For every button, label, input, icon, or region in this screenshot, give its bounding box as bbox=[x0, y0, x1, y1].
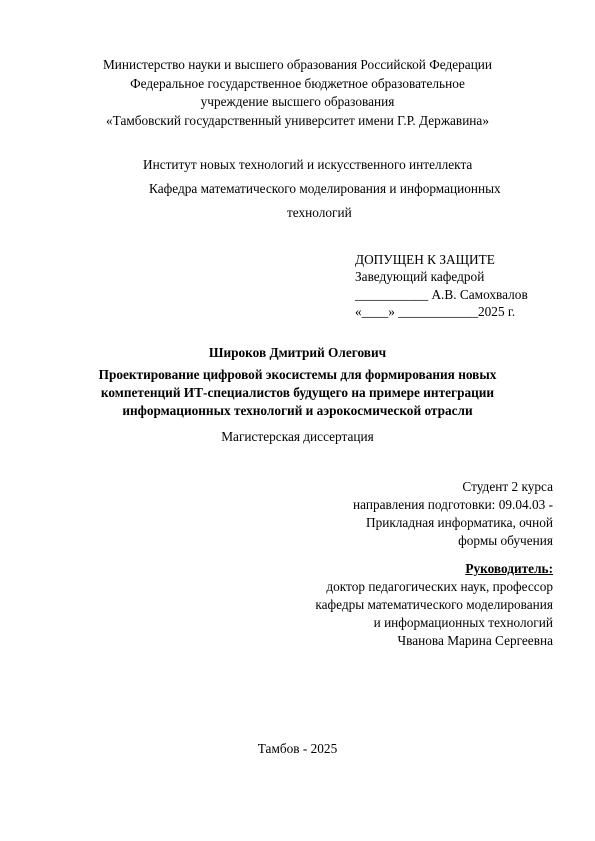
work-type: Магистерская диссертация bbox=[221, 429, 374, 444]
thesis-title-line: компетенций ИТ-специалистов будущего на примере интеграции bbox=[100, 385, 495, 400]
author-name: Широков Дмитрий Олегович bbox=[208, 345, 387, 360]
city-year: Тамбов - 2025 bbox=[257, 741, 338, 756]
student-info bbox=[353, 478, 553, 550]
thesis-title bbox=[0, 366, 595, 420]
student-line: направления подготовки: 09.04.03 - bbox=[352, 497, 553, 512]
supervisor-info bbox=[315, 560, 553, 650]
student-line: Студент 2 курса bbox=[462, 479, 553, 494]
admission-title: ДОПУЩЕН К ЗАЩИТЕ bbox=[355, 252, 495, 267]
header-line: Федеральное государственное бюджетное образовательное bbox=[130, 75, 465, 91]
ministry-header bbox=[0, 56, 595, 130]
admission-signature-line: ___________ А.В. Самохвалов bbox=[355, 287, 528, 302]
header-line: «Тамбовский государственный университет имени Г.Р. Державина» bbox=[106, 112, 489, 128]
header-line: учреждение высшего образования bbox=[200, 94, 395, 109]
student-line: Прикладная информатика, очной bbox=[365, 515, 553, 530]
supervisor-heading: Руководитель: bbox=[465, 561, 553, 576]
student-line: формы обучения bbox=[458, 533, 553, 548]
header-line: Министерство науки и высшего образования Российской Федерации bbox=[102, 57, 493, 72]
admission-date-line: «____» ____________2025 г. bbox=[355, 304, 516, 319]
supervisor-line: доктор педагогических наук, профессор bbox=[326, 579, 553, 594]
supervisor-line: кафедры математического моделирования bbox=[315, 597, 553, 612]
department-name-line1: Кафедра математического моделирования и информационных bbox=[149, 181, 501, 196]
supervisor-line: и информационных технологий bbox=[373, 615, 553, 630]
thesis-title-line: Проектирование цифровой экосистемы для формирования новых bbox=[98, 367, 497, 382]
thesis-title-line: информационных технологий и аэрокосмической отрасли bbox=[122, 403, 473, 418]
supervisor-line: Чванова Марина Сергеевна bbox=[397, 633, 553, 648]
department-name-line2: технологий bbox=[287, 205, 352, 220]
institute-name: Институт новых технологий и искусственного интеллекта bbox=[143, 157, 473, 172]
admission-head: Заведующий кафедрой bbox=[355, 269, 485, 284]
